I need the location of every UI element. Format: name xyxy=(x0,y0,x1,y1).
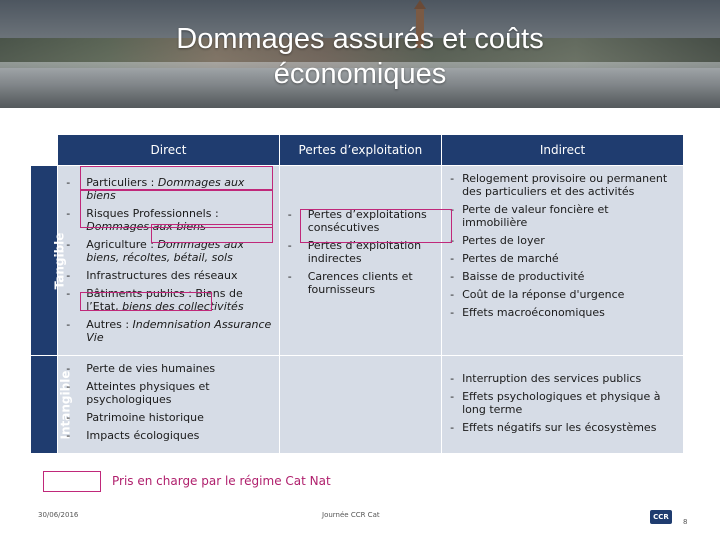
table-corner xyxy=(31,135,58,166)
header-indirect: Indirect xyxy=(442,135,684,166)
cell-intangible-direct xyxy=(58,356,279,454)
list-item: - Pertes de marché xyxy=(448,252,677,265)
list-item: - Effets psychologiques et physique à long terme xyxy=(448,390,677,416)
page-number: 8 xyxy=(683,518,688,526)
footer-event: Journée CCR Cat xyxy=(322,511,380,519)
slide-title-line2: économiques xyxy=(273,58,447,90)
list-item: - Pertes de loyer xyxy=(448,234,677,247)
cell-tangible-pertes xyxy=(279,166,441,356)
list-item: - Atteintes physiques et psychologiques xyxy=(64,380,272,406)
list-item-text: Autres : xyxy=(86,318,133,331)
list-item: - Perte de valeur foncière et immobilière xyxy=(448,203,677,229)
list-tangible-indirect xyxy=(448,172,677,319)
list-item-italic: Dommages aux biens xyxy=(86,220,206,233)
list-item-text: Particuliers : xyxy=(86,176,158,189)
list-item xyxy=(64,269,272,282)
list-item: - Relogement provisoire ou permanent des particuliers et des activités xyxy=(448,172,677,198)
list-item-text: Agriculture : xyxy=(86,238,158,251)
cell-intangible-pertes xyxy=(279,356,441,454)
catnat-highlight-agriculture xyxy=(151,224,273,243)
slide-title xyxy=(0,22,720,92)
header-direct: Direct xyxy=(58,135,279,166)
list-intangible-direct xyxy=(64,362,272,442)
ccr-logo: CCR xyxy=(650,510,672,524)
list-item: - Carences clients et fournisseurs xyxy=(286,270,435,296)
list-item xyxy=(64,318,272,344)
list-item: - Baisse de productivité xyxy=(448,270,677,283)
list-item-italic: Indemnisation Assurance Vie xyxy=(86,318,272,344)
list-item: - Impacts écologiques xyxy=(64,429,272,442)
row-label-intangible: Intangible xyxy=(31,356,58,454)
row-label-tangible: Tangible xyxy=(31,166,58,356)
list-item: - Effets négatifs sur les écosystèmes xyxy=(448,421,677,434)
cell-tangible-indirect xyxy=(442,166,684,356)
header-pertes-exploitation: Pertes d’exploitation xyxy=(279,135,441,166)
list-item: - Coût de la réponse d'urgence xyxy=(448,288,677,301)
list-item: - Pertes d’exploitation indirectes xyxy=(286,239,435,265)
list-item: - Effets macroéconomiques xyxy=(448,306,677,319)
list-item-italic: Dommages aux biens xyxy=(86,176,245,202)
catnat-highlight-risques-pro xyxy=(80,190,273,228)
catnat-highlight-pertes-exploitation xyxy=(300,209,452,243)
list-item-text: Infrastructures des réseaux xyxy=(86,269,238,282)
list-item-text: Risques Professionnels : xyxy=(86,207,219,220)
list-item-text: Bâtiments publics : Biens de l’Etat, xyxy=(86,287,243,313)
list-item: - Interruption des services publics xyxy=(448,372,677,385)
slide-title-line1: Dommages assurés et coûts xyxy=(176,23,544,55)
list-item: - Pertes d’exploitations consécutives xyxy=(286,208,435,234)
list-item-italic: Dommages aux biens, récoltes, bétail, sols xyxy=(86,238,245,264)
list-intangible-indirect xyxy=(448,372,677,434)
legend-swatch xyxy=(43,471,101,492)
catnat-highlight-collectivites xyxy=(80,292,212,311)
row-intangible xyxy=(31,356,684,454)
cell-intangible-indirect xyxy=(442,356,684,454)
list-item-italic: biens des collectivités xyxy=(122,300,244,313)
footer-date: 30/06/2016 xyxy=(38,511,79,519)
table-header-row xyxy=(31,135,684,166)
catnat-highlight-particuliers xyxy=(80,166,273,190)
list-item: - Patrimoine historique xyxy=(64,411,272,424)
legend-text: Pris en charge par le régime Cat Nat xyxy=(112,474,331,488)
list-item: - Perte de vies humaines xyxy=(64,362,272,375)
